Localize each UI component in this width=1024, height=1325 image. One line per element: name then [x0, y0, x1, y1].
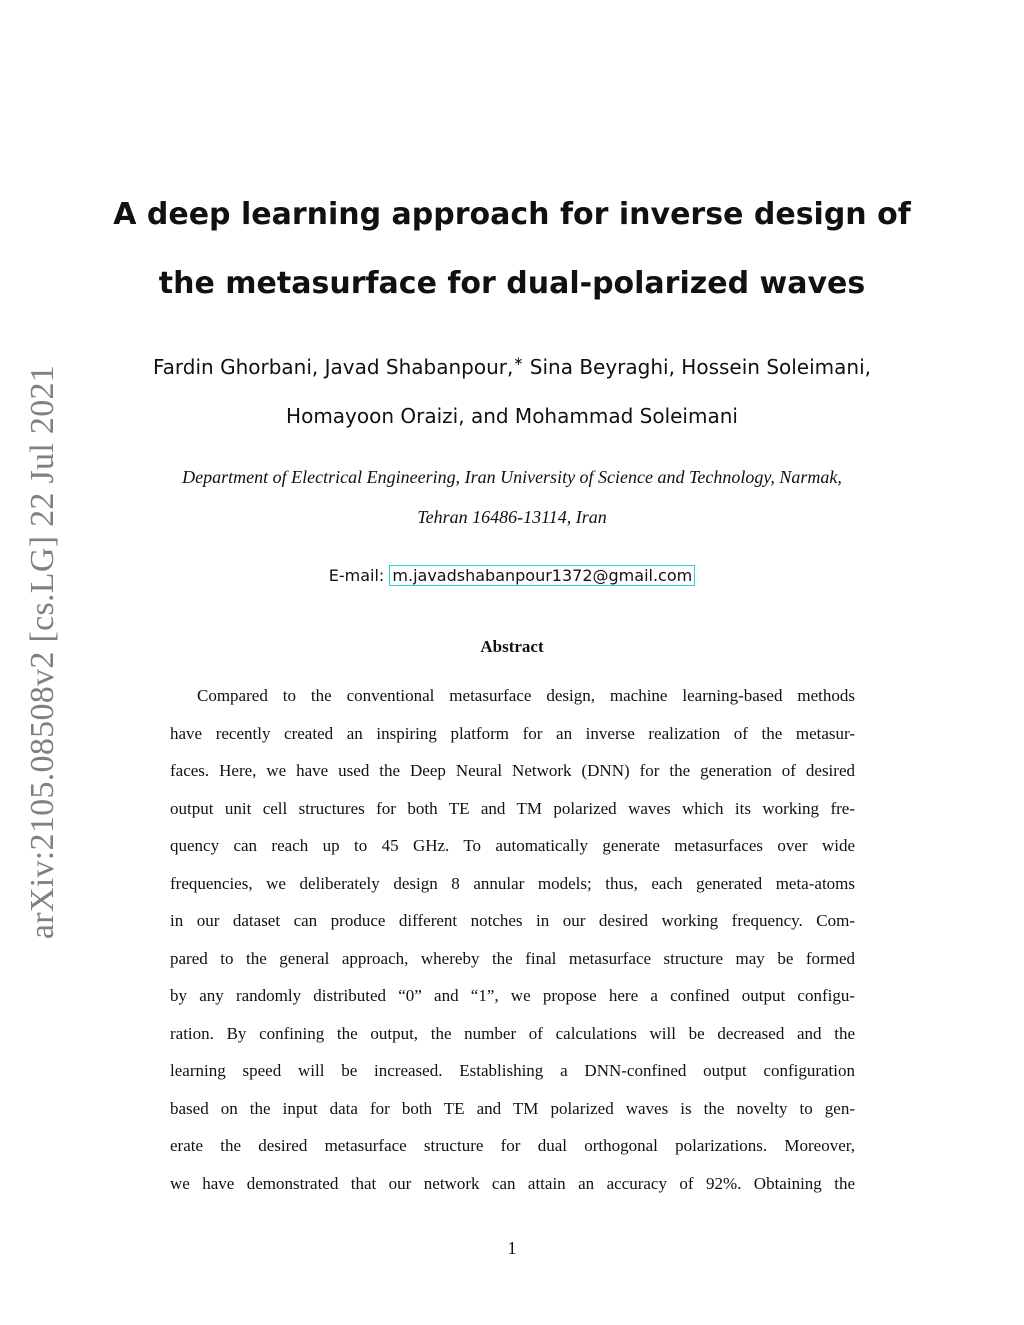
abstract-line: in our dataset can produce different notches in our desired working frequency. Com-	[170, 911, 855, 930]
abstract-line: frequencies, we deliberately design 8 annular models; thus, each generated meta-atoms	[170, 873, 855, 893]
affiliation-line-1: Department of Electrical Engineering, Iran University of Science and Technology, Narmak,	[182, 467, 842, 487]
arxiv-identifier: arXiv:2105.08508v2 [cs.LG] 22 Jul 2021	[24, 364, 61, 940]
paper-title-line-2: the metasurface for dual-polarized waves	[158, 266, 866, 301]
authors-line-2: Homayoon Oraizi, and Mohammad Soleimani	[286, 404, 738, 428]
abstract-heading: Abstract	[480, 637, 544, 656]
abstract-line: ration. By confining the output, the number of calculations will be decreased and the	[170, 1023, 855, 1043]
abstract-line: pared to the general approach, whereby the final metasurface structure may be formed	[170, 948, 855, 968]
abstract-line: we have demonstrated that our network can attain an accuracy of 92%. Obtaining the	[170, 1173, 855, 1193]
abstract-body	[170, 683, 855, 1208]
abstract-line: have recently created an inspiring platform for an inverse realization of the metasur-	[170, 723, 855, 743]
email-label: E-mail:	[328, 566, 390, 585]
abstract-line: learning speed will be increased. Establishing a DNN-confined output configuration	[170, 1061, 855, 1080]
email-link[interactable]: m.javadshabanpour1372@gmail.com	[389, 565, 695, 586]
corresponding-author-marker: ∗	[513, 354, 524, 368]
authors-line-1	[0, 354, 1024, 379]
abstract-line: faces. Here, we have used the Deep Neural Network (DNN) for the generation of desired	[170, 761, 855, 780]
abstract-line: output unit cell structures for both TE and TM polarized waves which its working fre-	[170, 798, 855, 818]
authors-names-first: Fardin Ghorbani, Javad Shabanpour,	[153, 355, 514, 379]
abstract-line: quency can reach up to 45 GHz. To automatically generate metasurfaces over wide	[170, 836, 855, 855]
abstract-line: based on the input data for both TE and TM polarized waves is the novelty to gen-	[170, 1098, 855, 1118]
abstract-line: erate the desired metasurface structure for dual orthogonal polarizations. Moreover,	[170, 1136, 855, 1155]
email-line	[0, 566, 1024, 585]
authors-names-second: Sina Beyraghi, Hossein Soleimani,	[523, 355, 871, 379]
page-number: 1	[507, 1238, 517, 1258]
abstract-line: Compared to the conventional metasurface design, machine learning-based methods	[197, 686, 855, 705]
paper-title-line-1: A deep learning approach for inverse design of	[113, 197, 911, 232]
abstract-line: by any randomly distributed “0” and “1”, we propose here a confined output configu-	[170, 986, 855, 1005]
affiliation-line-2: Tehran 16486-13114, Iran	[417, 507, 607, 527]
